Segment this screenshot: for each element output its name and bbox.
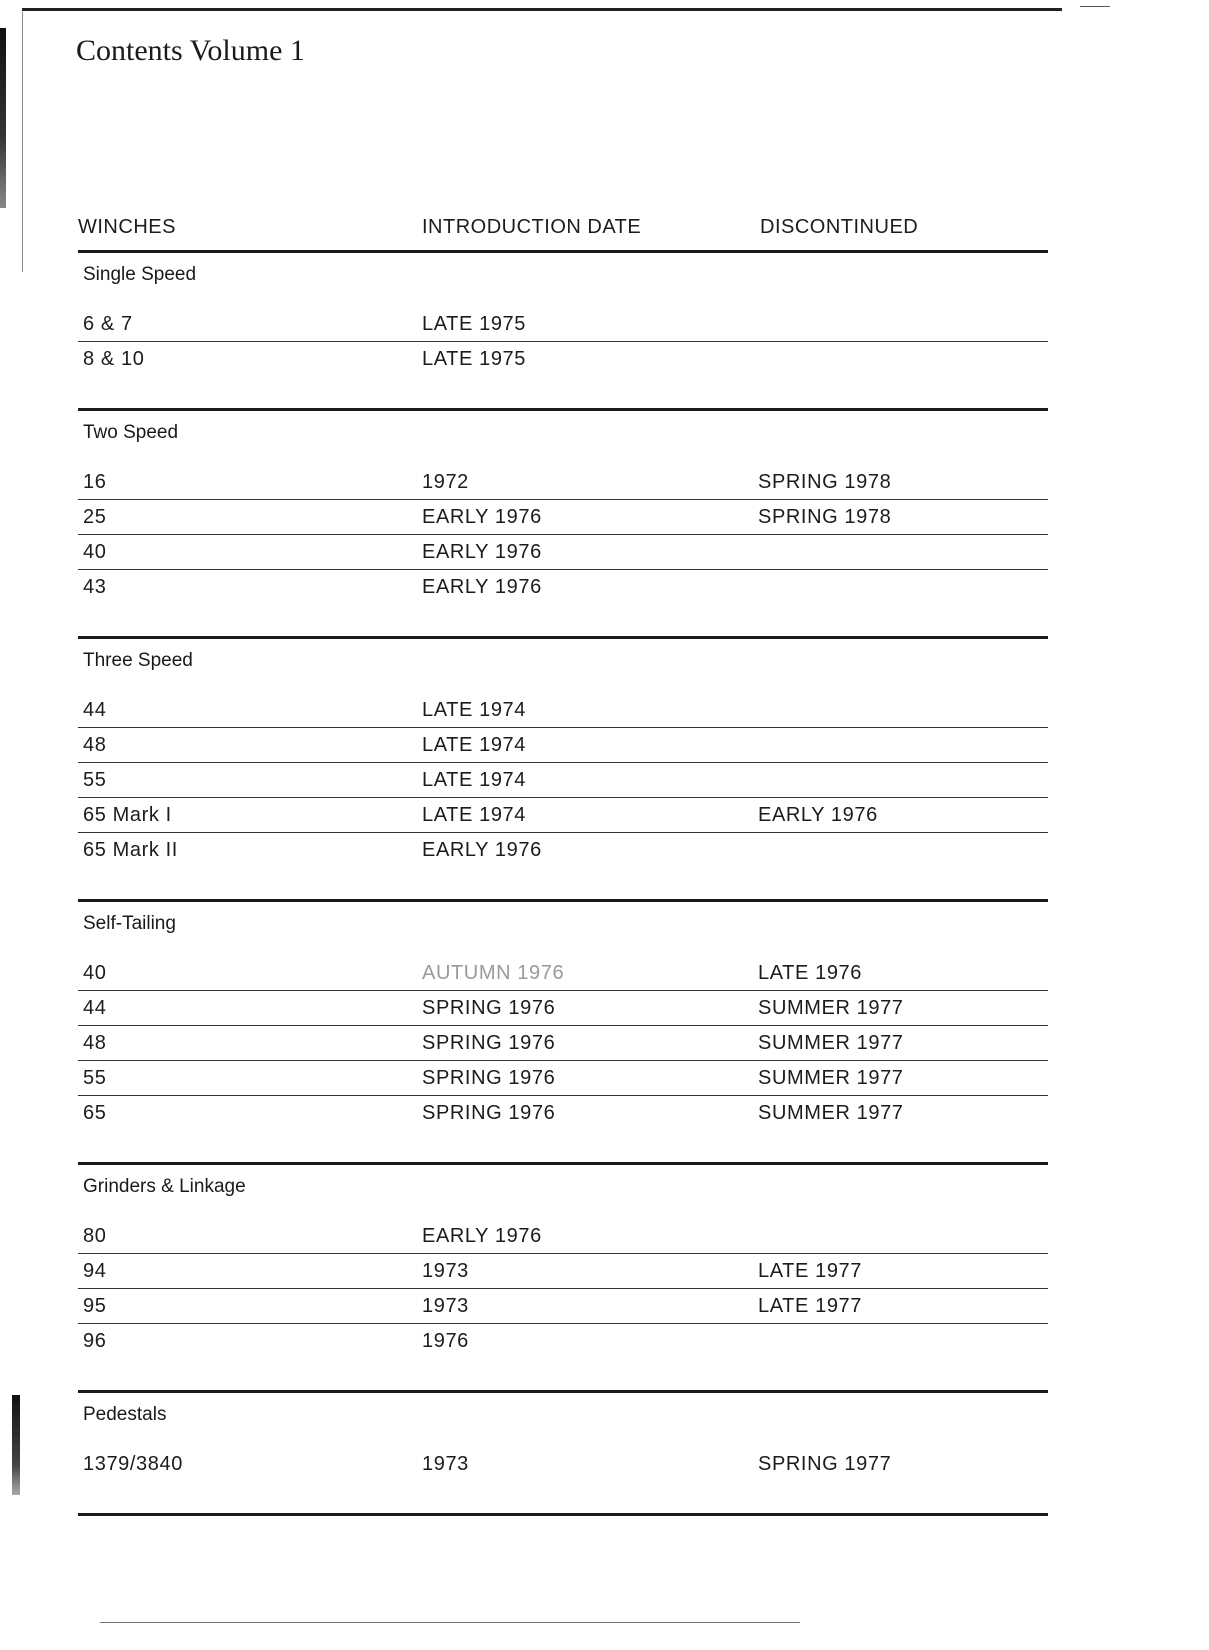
table-row xyxy=(78,763,1048,797)
model-cell: 55 xyxy=(83,769,107,791)
introduction-date-cell: LATE 1974 xyxy=(422,769,526,791)
introduction-date-cell: 1972 xyxy=(422,471,469,493)
section-title-three-speed: Three Speed xyxy=(83,650,193,671)
introduction-date-cell: 1976 xyxy=(422,1330,469,1352)
discontinued-cell: EARLY 1976 xyxy=(758,804,878,826)
table-row xyxy=(78,535,1048,569)
section-gap xyxy=(78,297,1048,307)
introduction-date-cell: AUTUMN 1976 xyxy=(422,962,565,984)
model-cell: 43 xyxy=(83,576,107,598)
table-row xyxy=(78,1289,1048,1323)
table-row xyxy=(78,1096,1048,1130)
section-title-pedestals: Pedestals xyxy=(83,1404,167,1425)
model-cell: 55 xyxy=(83,1067,107,1089)
discontinued-cell: SPRING 1978 xyxy=(758,471,892,493)
table-row xyxy=(78,1219,1048,1253)
model-cell: 65 Mark II xyxy=(83,839,178,861)
model-cell: 65 xyxy=(83,1102,107,1124)
header-discontinued: DISCONTINUED xyxy=(760,216,919,238)
introduction-date-cell: LATE 1975 xyxy=(422,313,526,335)
model-cell: 1379/3840 xyxy=(83,1453,183,1475)
table-row xyxy=(78,728,1048,762)
page-edge-line xyxy=(22,12,23,272)
introduction-date-cell: 1973 xyxy=(422,1260,469,1282)
model-cell: 96 xyxy=(83,1330,107,1352)
section-title-grinders-linkage: Grinders & Linkage xyxy=(83,1176,246,1197)
header-winches: WINCHES xyxy=(78,216,176,238)
table-row xyxy=(78,1061,1048,1095)
table-row xyxy=(78,1324,1048,1358)
footer-rule xyxy=(100,1622,800,1623)
introduction-date-cell: 1973 xyxy=(422,1295,469,1317)
introduction-date-cell: LATE 1975 xyxy=(422,348,526,370)
section-gap xyxy=(78,1209,1048,1219)
model-cell: 16 xyxy=(83,471,107,493)
table-header xyxy=(78,216,1048,250)
table-row xyxy=(78,991,1048,1025)
table-row xyxy=(78,570,1048,604)
model-cell: 25 xyxy=(83,506,107,528)
top-border-rule xyxy=(22,8,1062,11)
model-cell: 40 xyxy=(83,962,107,984)
model-cell: 94 xyxy=(83,1260,107,1282)
introduction-date-cell: EARLY 1976 xyxy=(422,506,542,528)
section-gap xyxy=(78,683,1048,693)
table-row xyxy=(78,693,1048,727)
discontinued-cell: SUMMER 1977 xyxy=(758,1032,904,1054)
model-cell: 48 xyxy=(83,1032,107,1054)
introduction-date-cell: SPRING 1976 xyxy=(422,1102,556,1124)
section-title-two-speed: Two Speed xyxy=(83,422,179,443)
introduction-date-cell: SPRING 1976 xyxy=(422,1032,556,1054)
table-row xyxy=(78,798,1048,832)
model-cell: 65 Mark I xyxy=(83,804,172,826)
discontinued-cell: LATE 1977 xyxy=(758,1295,862,1317)
introduction-date-cell: 1973 xyxy=(422,1453,469,1475)
binding-shadow-top xyxy=(0,28,6,208)
discontinued-cell: SPRING 1977 xyxy=(758,1453,892,1475)
section-title-single-speed: Single Speed xyxy=(83,264,197,285)
model-cell: 6 & 7 xyxy=(83,313,133,335)
discontinued-cell: SUMMER 1977 xyxy=(758,1067,904,1089)
introduction-date-cell: LATE 1974 xyxy=(422,804,526,826)
table-row xyxy=(78,500,1048,534)
table-row xyxy=(78,1447,1048,1481)
section-gap xyxy=(78,455,1048,465)
section-spacer xyxy=(78,376,1048,408)
model-cell: 48 xyxy=(83,734,107,756)
model-cell: 44 xyxy=(83,997,107,1019)
table-row xyxy=(78,307,1048,341)
section-spacer xyxy=(78,1358,1048,1390)
top-border-tail xyxy=(1080,6,1110,7)
section-spacer xyxy=(78,1481,1048,1513)
section-gap xyxy=(78,946,1048,956)
contents-table xyxy=(78,250,1048,1516)
introduction-date-cell: LATE 1974 xyxy=(422,734,526,756)
introduction-date-cell: EARLY 1976 xyxy=(422,839,542,861)
page-title: Contents Volume 1 xyxy=(76,34,305,67)
section-spacer xyxy=(78,1130,1048,1162)
introduction-date-cell: SPRING 1976 xyxy=(422,997,556,1019)
discontinued-cell: SPRING 1978 xyxy=(758,506,892,528)
section-title-self-tailing: Self-Tailing xyxy=(83,913,176,934)
header-introduction-date: INTRODUCTION DATE xyxy=(422,216,642,238)
model-cell: 80 xyxy=(83,1225,107,1247)
section-spacer xyxy=(78,867,1048,899)
table-row xyxy=(78,465,1048,499)
section-gap xyxy=(78,1437,1048,1447)
discontinued-cell: LATE 1976 xyxy=(758,962,862,984)
introduction-date-cell: EARLY 1976 xyxy=(422,576,542,598)
model-cell: 40 xyxy=(83,541,107,563)
introduction-date-cell: LATE 1974 xyxy=(422,699,526,721)
introduction-date-cell: EARLY 1976 xyxy=(422,1225,542,1247)
table-row xyxy=(78,1026,1048,1060)
discontinued-cell: SUMMER 1977 xyxy=(758,1102,904,1124)
table-row xyxy=(78,833,1048,867)
model-cell: 8 & 10 xyxy=(83,348,145,370)
table-row xyxy=(78,956,1048,990)
discontinued-cell: SUMMER 1977 xyxy=(758,997,904,1019)
table-row xyxy=(78,1254,1048,1288)
model-cell: 44 xyxy=(83,699,107,721)
model-cell: 95 xyxy=(83,1295,107,1317)
table-end-rule xyxy=(78,1513,1048,1516)
discontinued-cell: LATE 1977 xyxy=(758,1260,862,1282)
introduction-date-cell: SPRING 1976 xyxy=(422,1067,556,1089)
binding-shadow-bottom xyxy=(12,1395,20,1495)
section-spacer xyxy=(78,604,1048,636)
table-row xyxy=(78,342,1048,376)
introduction-date-cell: EARLY 1976 xyxy=(422,541,542,563)
